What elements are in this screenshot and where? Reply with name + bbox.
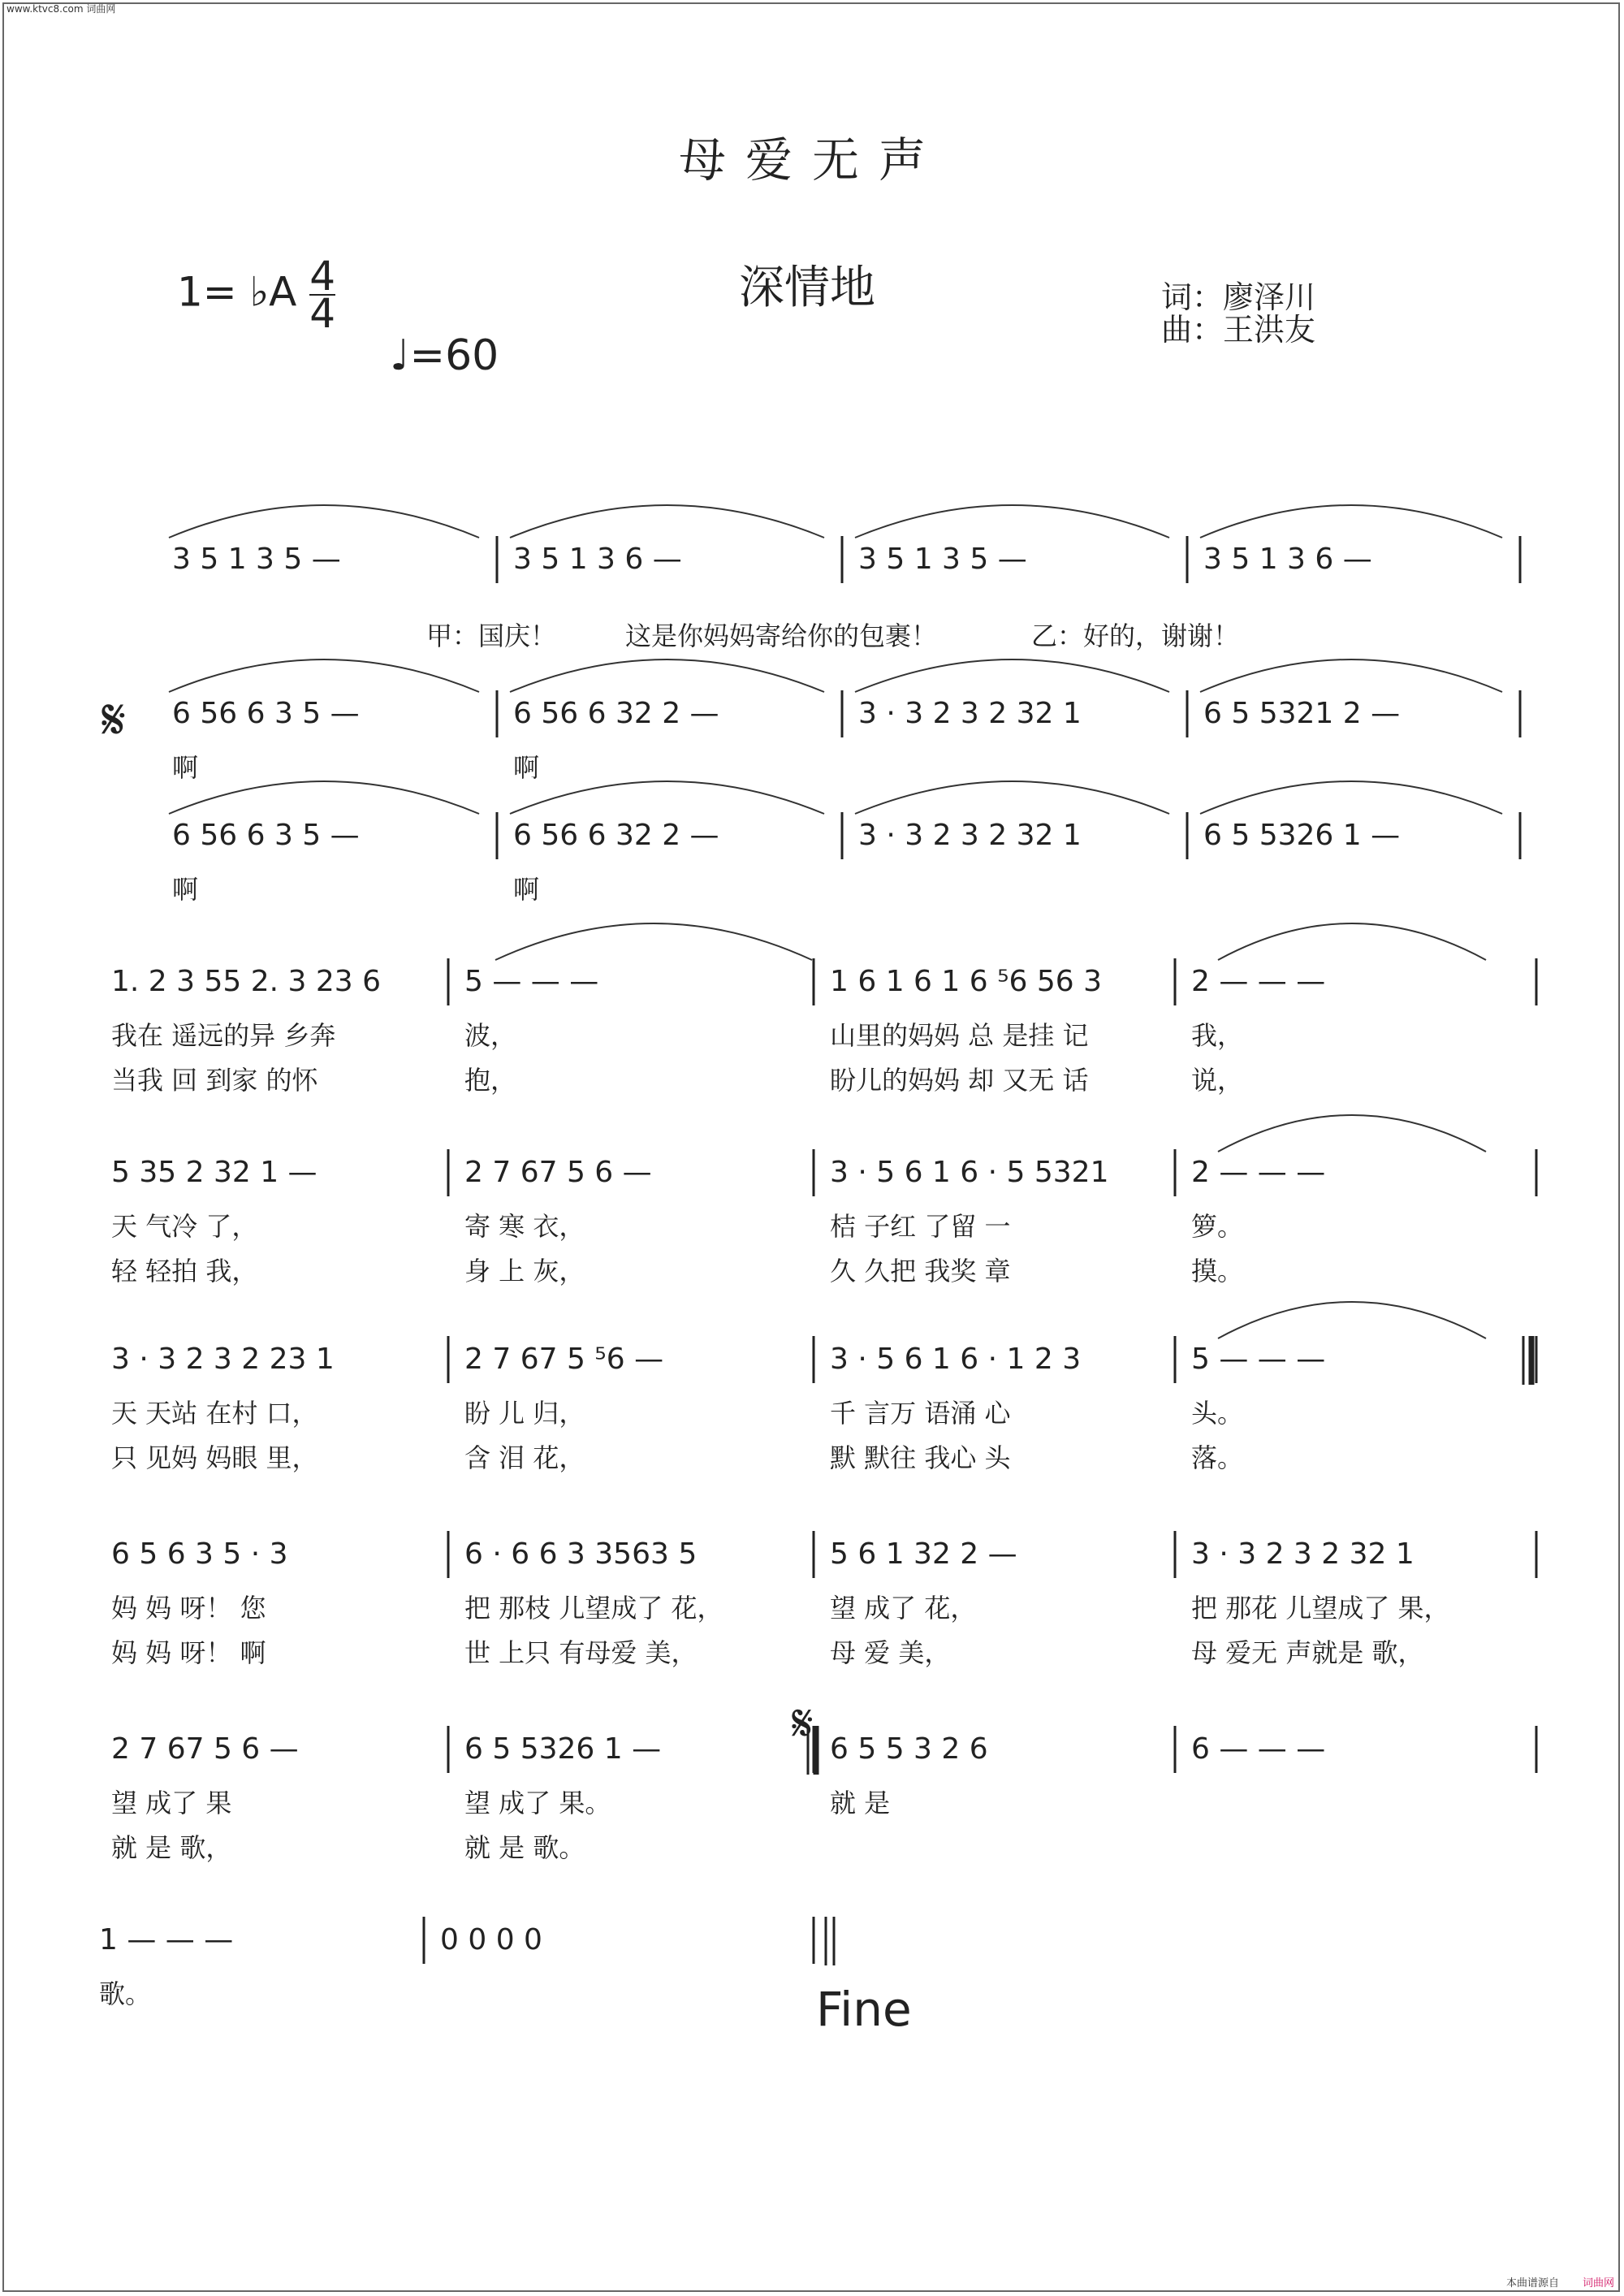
segno-icon: 𝄋 [102, 686, 127, 753]
lyric-line-1: 箩。 [1191, 1211, 1244, 1242]
speech-c: 乙：好的，谢谢！ [1031, 620, 1240, 651]
quarter-note-icon: ♩ [390, 331, 410, 380]
lyric-line-2: 世 上只 有母爱 美， [464, 1637, 698, 1668]
measure-notes: 6 5 6 3 5 · 3 [111, 1537, 288, 1571]
phrase-slur [855, 659, 1169, 692]
lyric-line-1: 天 天站 在村 口， [111, 1398, 318, 1429]
phrase-slur [1218, 923, 1486, 960]
expression-marking: 深情地 [739, 262, 875, 314]
phrase-slur [1218, 1115, 1486, 1152]
lyric-line-1: 望 成了 果。 [464, 1788, 611, 1818]
measure-notes: 3 · 5 6 1 6 · 1 2 3 [830, 1343, 1082, 1376]
phrase-slur [1200, 781, 1502, 814]
measure-notes: 6 5 5326 1 — [1203, 819, 1401, 852]
watermark-right: 词曲网 [1582, 2277, 1614, 2290]
lyric-line-1: 啊 [172, 874, 199, 905]
lyric-line-1: 盼 儿 归， [464, 1398, 585, 1429]
measure-notes: 3 5 1 3 5 — [858, 543, 1027, 576]
measure-notes: 3 · 3 2 3 2 23 1 [111, 1343, 335, 1376]
lyric-line-2: 母 爱 美， [830, 1637, 951, 1668]
lyric-line-1: 望 成了 果 [111, 1788, 232, 1818]
measure-notes: 2 7 67 5 6 — [111, 1732, 299, 1766]
phrase-slur [1200, 659, 1502, 692]
lyric-line-2: 只 见妈 妈眼 里， [111, 1442, 318, 1473]
lyric-line-1: 啊 [513, 874, 540, 905]
lyric-line-1: 把 那花 儿望成了 果， [1191, 1593, 1450, 1624]
measure-notes: 6 · 6 6 3 3563 5 [464, 1537, 698, 1571]
phrase-slur [169, 505, 479, 538]
lyric-line-1: 歌。 [99, 1978, 152, 2009]
lyric-line-2: 身 上 灰， [464, 1256, 585, 1286]
watermark-left: 本曲谱源自 [1505, 2277, 1559, 2290]
measure-notes: 3 5 1 3 6 — [513, 543, 682, 576]
measure-notes: 3 · 5 6 1 6 · 5 5321 [830, 1156, 1109, 1189]
lyric-line-2: 久 久把 我奖 章 [830, 1256, 1011, 1286]
measure-notes: 2 7 67 5 ⁵6 — [464, 1343, 664, 1376]
measure-notes: 6 56 6 3 5 — [172, 819, 360, 852]
lyric-line-2: 说， [1191, 1065, 1244, 1096]
tempo-value: =60 [409, 331, 499, 380]
lyric-line-1: 啊 [172, 752, 199, 783]
lyricist: 词：廖泽川 [1161, 279, 1316, 315]
measure-notes: 1 6 1 6 1 6 ⁵6 56 3 [830, 965, 1103, 998]
phrase-slur [1200, 505, 1502, 538]
lyric-line-1: 山里的妈妈 总 是挂 记 [830, 1020, 1089, 1051]
lyric-line-2: 轻 轻拍 我， [111, 1256, 258, 1286]
lyric-line-2: 含 泪 花， [464, 1442, 585, 1473]
phrase-slur [1218, 1302, 1486, 1338]
phrase-slur [510, 505, 824, 538]
measure-notes: 6 56 6 32 2 — [513, 697, 719, 730]
measure-notes: 2 — — — [1191, 1156, 1326, 1189]
measure-notes: 5 — — — [1191, 1343, 1326, 1376]
lyric-line-1: 天 气冷 了， [111, 1211, 258, 1242]
measure-notes: 3 · 3 2 3 2 32 1 [1191, 1537, 1415, 1571]
lyric-line-1: 把 那枝 儿望成了 花， [464, 1593, 723, 1624]
fine-marking: Fine [816, 1982, 912, 2037]
measure-notes: 2 7 67 5 6 — [464, 1156, 652, 1189]
measure-notes: 6 — — — [1191, 1732, 1326, 1766]
speech-b: 这是你妈妈寄给你的包裹！ [625, 620, 938, 651]
measure-notes: 6 5 5321 2 — [1203, 697, 1401, 730]
lyric-line-1: 望 成了 花， [830, 1593, 977, 1624]
measure-notes: 3 · 3 2 3 2 32 1 [858, 697, 1082, 730]
lyric-line-2: 落。 [1191, 1442, 1244, 1473]
measure-notes: 3 5 1 3 5 — [172, 543, 341, 576]
lyric-line-1: 我， [1191, 1020, 1244, 1051]
speech-a: 甲：国庆！ [426, 620, 557, 651]
measure-notes: 2 — — — [1191, 965, 1326, 998]
measure-notes: 5 35 2 32 1 — [111, 1156, 317, 1189]
composer: 曲：王洪友 [1161, 312, 1316, 348]
lyric-line-1: 我在 遥远的异 乡奔 [111, 1020, 336, 1051]
lyric-line-1: 千 言万 语涌 心 [830, 1398, 1011, 1429]
lyric-line-2: 抱， [464, 1065, 517, 1096]
lyric-line-2: 妈 妈 呀！ 啊 [111, 1637, 266, 1668]
measure-notes: 6 56 6 32 2 — [513, 819, 719, 852]
key-label: 1= ♭A [177, 268, 297, 316]
lyric-line-1: 头。 [1191, 1398, 1244, 1429]
lyric-line-1: 寄 寒 衣， [464, 1211, 585, 1242]
phrase-slur [169, 659, 479, 692]
measure-notes: 6 56 6 3 5 — [172, 697, 360, 730]
measure-notes: 6 5 5326 1 — [464, 1732, 662, 1766]
song-title: 母爱无声 [678, 132, 945, 188]
phrase-slur [510, 659, 824, 692]
measure-notes: 6 5 5 3 2 6 [830, 1732, 988, 1766]
lyric-line-2: 默 默往 我心 头 [830, 1442, 1011, 1473]
lyric-line-2: 摸。 [1191, 1256, 1244, 1286]
phrase-slur [510, 781, 824, 814]
measure-notes: 1. 2 3 55 2. 3 23 6 [111, 965, 382, 998]
phrase-slur [855, 781, 1169, 814]
lyric-line-2: 就 是 歌。 [464, 1832, 585, 1863]
site-label: www.ktvc8.com 词曲网 [6, 3, 116, 15]
lyric-line-1: 桔 子红 了留 一 [830, 1211, 1011, 1242]
measure-notes: 0 0 0 0 [440, 1923, 542, 1957]
lyric-line-1: 波， [464, 1020, 517, 1051]
measure-notes: 5 — — — [464, 965, 599, 998]
measure-notes: 3 · 3 2 3 2 32 1 [858, 819, 1082, 852]
lyric-line-1: 啊 [513, 752, 540, 783]
measure-notes: 3 5 1 3 6 — [1203, 543, 1372, 576]
measure-notes: 5 6 1 32 2 — [830, 1537, 1017, 1571]
lyric-line-2: 当我 回 到家 的怀 [111, 1065, 318, 1096]
phrase-slur [169, 781, 479, 814]
measure-notes: 1 — — — [99, 1923, 234, 1957]
phrase-slur [855, 505, 1169, 538]
time-top: 4 [309, 253, 336, 300]
time-bottom: 4 [309, 290, 336, 337]
lyric-line-1: 就 是 [830, 1788, 891, 1818]
lyric-line-1: 妈 妈 呀！ 您 [111, 1593, 266, 1624]
phrase-slur [495, 923, 812, 960]
lyric-line-2: 母 爱无 声就是 歌， [1191, 1637, 1424, 1668]
segno-icon-second: 𝄋 [792, 1693, 814, 1753]
lyric-line-2: 盼儿的妈妈 却 又无 话 [830, 1065, 1089, 1096]
lyric-line-2: 就 是 歌， [111, 1832, 232, 1863]
